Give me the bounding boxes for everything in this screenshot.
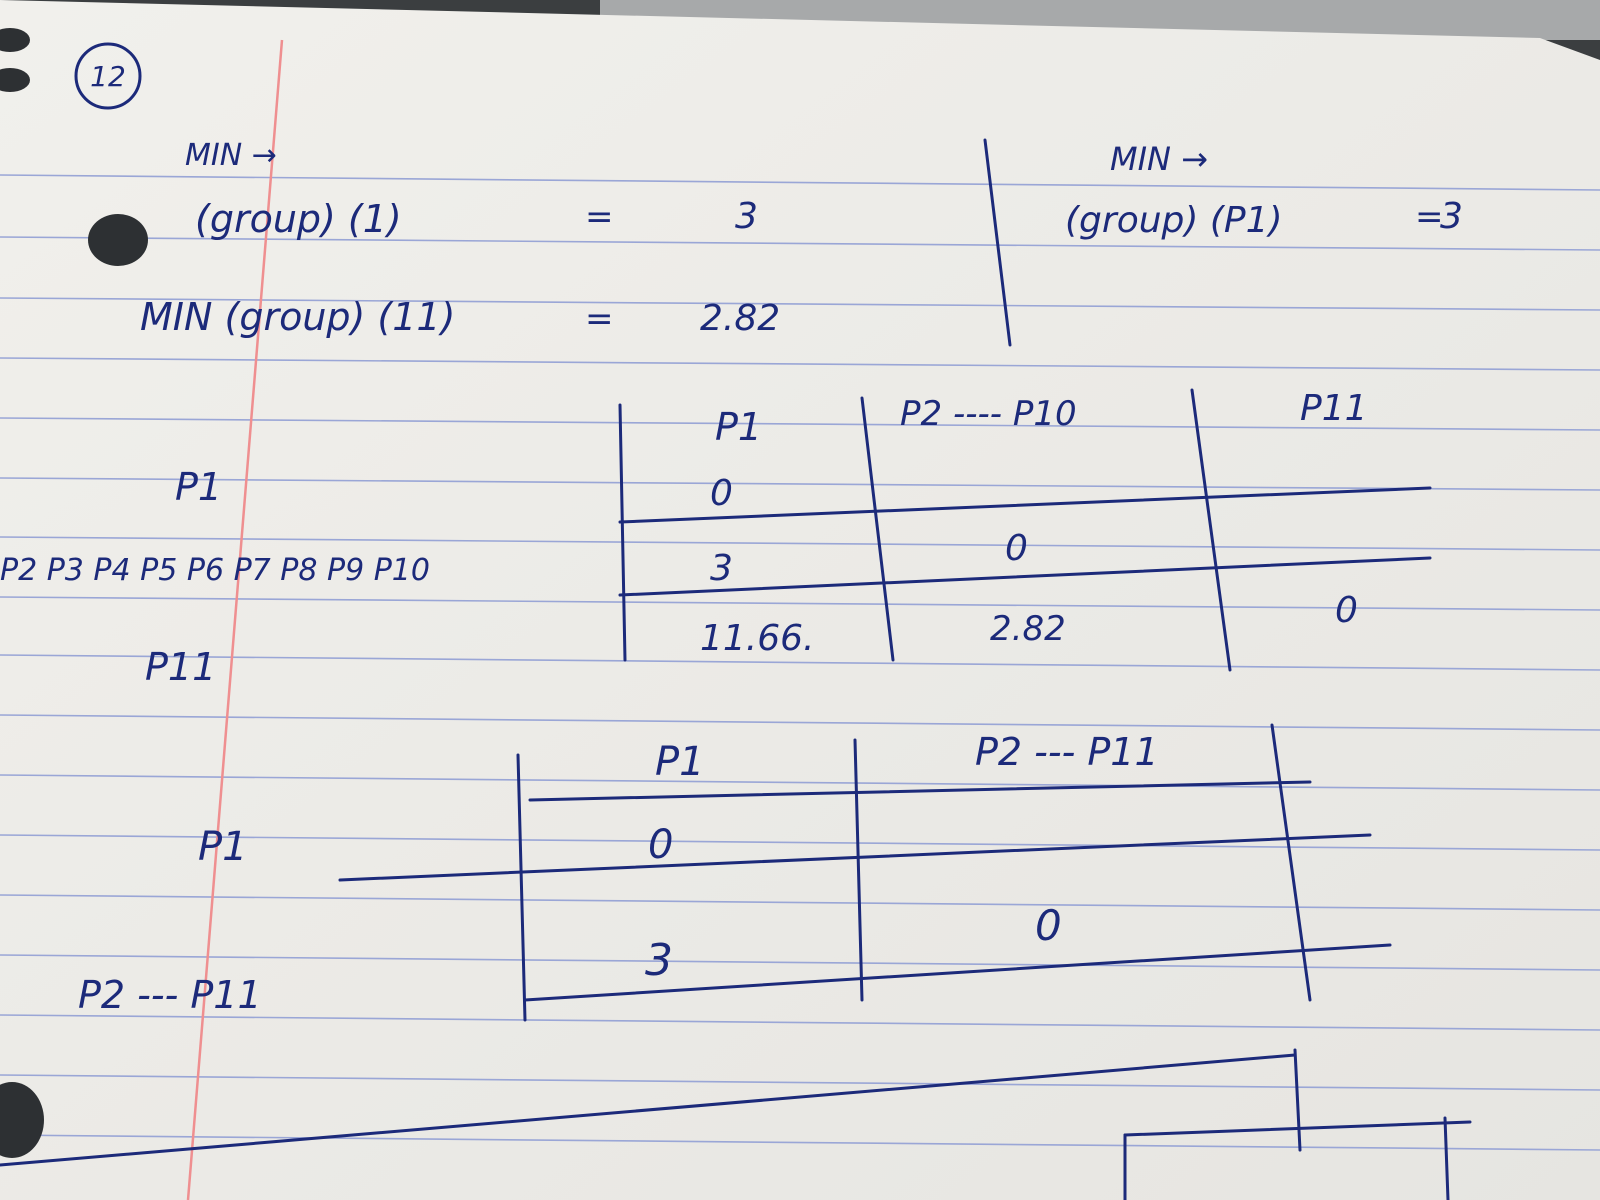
matrix1-col-header: P2 ---- P10 — [900, 394, 1077, 434]
min-eq-right: = — [1415, 197, 1444, 237]
matrix2-cell: 0 — [648, 822, 674, 868]
matrix2-row-label: P1 — [198, 824, 248, 870]
matrix1-cell: 3 — [710, 548, 733, 589]
page-number: 12 — [90, 60, 126, 93]
binder-hole — [88, 214, 148, 266]
min-eq-1: = — [585, 197, 614, 237]
matrix2-cell: 3 — [645, 935, 673, 986]
matrix2-col-header: P1 — [655, 739, 705, 785]
min-eq-2: = — [585, 299, 614, 339]
matrix1-cell: 0 — [710, 473, 733, 514]
min-expr-group-11: MIN (group) (11) — [140, 295, 456, 339]
matrix1-cell: 11.66. — [700, 618, 815, 659]
min-value-right: 3 — [1440, 196, 1463, 237]
matrix2-row-label: P2 --- P11 — [78, 973, 262, 1017]
matrix1-cell: 0 — [1005, 528, 1028, 569]
matrix1-row-label: P1 — [175, 465, 223, 509]
matrix1-row-label: P11 — [145, 645, 217, 689]
min-label-right: MIN → — [1110, 140, 1208, 178]
min-value-1: 3 — [735, 196, 758, 237]
matrix2-col-header: P2 --- P11 — [975, 730, 1159, 774]
min-expr-group-1: (group) (1) — [195, 197, 402, 241]
matrix1-row-label: P2 P3 P4 P5 P6 P7 P8 P9 P10 — [0, 553, 430, 588]
min-label-left: MIN → — [185, 138, 277, 173]
matrix1-cell: 0 — [1335, 590, 1358, 631]
matrix1-col-header: P11 — [1300, 388, 1368, 429]
matrix1-col-header: P1 — [715, 405, 763, 449]
min-value-2: 2.82 — [700, 298, 781, 339]
matrix1-cell: 2.82 — [990, 609, 1066, 649]
min-expr-group-p1: (group) (P1) — [1065, 200, 1283, 241]
matrix2-cell: 0 — [1035, 901, 1062, 950]
